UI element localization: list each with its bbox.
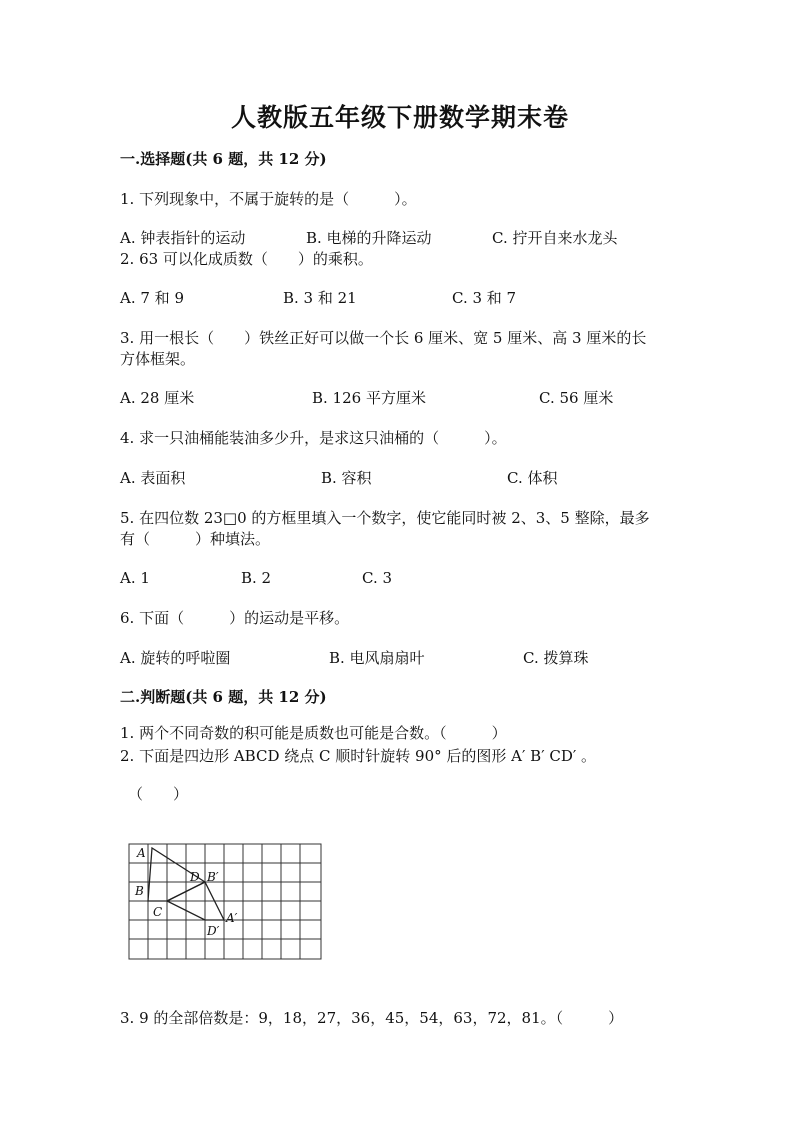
- question-3-stem-line1: 3. 用一根长（ ）铁丝正好可以做一个长 6 厘米、宽 5 厘米、高 3 厘米的长: [120, 329, 647, 347]
- question-2-option-c: C. 3 和 7: [452, 289, 517, 307]
- question-1-option-c: C. 拧开自来水龙头: [492, 229, 618, 247]
- question-5-stem-line2: 有（ ）种填法。: [120, 530, 271, 548]
- label-a-prime: A′: [226, 911, 238, 925]
- page-title: 人教版五年级下册数学期末卷: [230, 103, 569, 132]
- question-4-stem: 4. 求一只油桶能装油多少升，是求这只油桶的（ ）。: [120, 429, 507, 447]
- question-2-option-a: A. 7 和 9: [120, 289, 184, 307]
- question-6-option-b: B. 电风扇扇叶: [329, 649, 425, 667]
- judge-question-3: 3. 9 的全部倍数是：9，18，27，36，45，54，63，72，81。（ ）: [120, 1009, 624, 1027]
- question-5-option-c: C. 3: [362, 569, 393, 587]
- question-5-stem-line1: 5. 在四位数 23□0 的方框里填入一个数字，使它能同时被 2、3、5 整除，最多: [120, 509, 650, 527]
- section-1-heading: 一.选择题(共 6 题，共 12 分): [120, 150, 327, 168]
- question-6-option-a: A. 旋转的呼啦圈: [120, 649, 231, 667]
- section-2-heading: 二.判断题(共 6 题，共 12 分): [120, 688, 327, 706]
- rotation-grid-figure: [127, 840, 327, 964]
- judge-question-1: 1. 两个不同奇数的积可能是质数也可能是合数。（ ）: [120, 724, 507, 742]
- judge-question-2-blank: （ ）: [128, 785, 189, 803]
- question-5-option-a: A. 1: [120, 569, 150, 587]
- question-4-option-a: A. 表面积: [120, 469, 186, 487]
- question-6-stem: 6. 下面（ ）的运动是平移。: [120, 609, 350, 627]
- question-2-stem: 2. 63 可以化成质数（ ）的乘积。: [120, 250, 373, 268]
- question-4-option-c: C. 体积: [507, 469, 558, 487]
- question-1-option-b: B. 电梯的升降运动: [306, 229, 432, 247]
- label-d-prime: D′: [207, 924, 220, 938]
- question-5-option-b: B. 2: [241, 569, 272, 587]
- label-b: B: [135, 884, 144, 898]
- judge-question-2: 2. 下面是四边形 ABCD 绕点 C 顺时针旋转 90° 后的图形 A′ B′ CD′ 。: [120, 747, 597, 765]
- question-1-option-a: A. 钟表指针的运动: [120, 229, 246, 247]
- question-1-stem: 1. 下列现象中，不属于旋转的是（ ）。: [120, 190, 417, 208]
- question-4-option-b: B. 容积: [321, 469, 372, 487]
- label-b-prime: B′: [207, 870, 219, 884]
- label-c: C: [153, 905, 163, 919]
- question-3-option-c: C. 56 厘米: [539, 389, 614, 407]
- question-2-option-b: B. 3 和 21: [283, 289, 357, 307]
- question-3-option-b: B. 126 平方厘米: [312, 389, 426, 407]
- question-6-option-c: C. 拨算珠: [523, 649, 589, 667]
- label-a: A: [137, 846, 146, 860]
- label-d: D: [190, 870, 200, 884]
- question-3-stem-line2: 方体框架。: [120, 350, 196, 368]
- question-3-option-a: A. 28 厘米: [120, 389, 195, 407]
